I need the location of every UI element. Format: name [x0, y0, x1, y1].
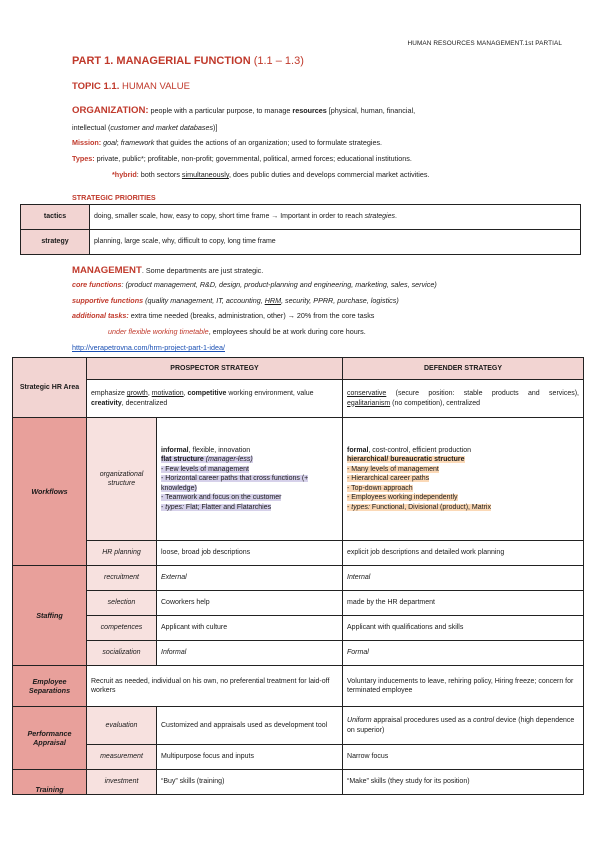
prospector-hr-planning: loose, broad job descriptions [157, 541, 343, 566]
table-row [13, 745, 584, 770]
defender-structure: formal, cost-control, efficient production hierarchical/ bureaucratic structure - Many levels of management - Hierarchical career paths - Top-down approach - Employees working independently - types: Functional, Divisional (product), Matrix [343, 418, 584, 541]
row-value: doing, smaller scale, how, easy to copy, short time frame → Important in order to reach strategies. [90, 205, 581, 230]
prospector-selection: Coworkers help [157, 591, 343, 616]
table-row [13, 707, 584, 745]
strategic-priorities-table [20, 204, 581, 255]
defender-socialization: Formal [343, 641, 584, 666]
sub-recruitment: recruitment [87, 566, 157, 591]
management-line: MANAGEMENT. Some departments are just strategic. [72, 265, 264, 276]
defender-measurement: Narrow focus [343, 745, 584, 770]
flexible-timetable-line: under flexible working timetable, employees should be at work during core hours. [108, 327, 366, 336]
sub-organizational-structure: organizational structure [87, 418, 157, 541]
supportive-functions-line: supportive functions (quality management, IT, accounting, HRM, security, PPRR, purchase, logistics) [72, 296, 399, 305]
defender-investment: “Make” skills (they study for its position) [343, 770, 584, 795]
area-performance-appraisal: Performance Appraisal [13, 707, 87, 770]
table-row [13, 541, 584, 566]
row-key: tactics [21, 205, 90, 230]
prospector-general: emphasize growth, motivation, competitive working environment, value creativity, decentralized [87, 380, 343, 418]
row-key: strategy [21, 230, 90, 255]
additional-tasks-line: additional tasks: extra time needed (breaks, administration, other) → 20% from the core tasks [72, 311, 375, 320]
table-row [21, 230, 581, 255]
row-value: planning, large scale, why, difficult to copy, long time frame [90, 230, 581, 255]
strategic-priorities-title: STRATEGIC PRIORITIES [72, 193, 156, 202]
sub-socialization: socialization [87, 641, 157, 666]
organization-line-2: intellectual (customer and market databases)] [72, 123, 218, 132]
header-prospector: PROSPECTOR STRATEGY [87, 358, 343, 380]
prospector-recruitment: External [157, 566, 343, 591]
defender-evaluation: Uniform appraisal procedures used as a control device (high dependence on superior) [343, 707, 584, 745]
sub-competences: competences [87, 616, 157, 641]
prospector-evaluation: Customized and appraisals used as development tool [157, 707, 343, 745]
sub-selection: selection [87, 591, 157, 616]
header-area: Strategic HR Area [13, 358, 87, 418]
defender-competences: Applicant with qualifications and skills [343, 616, 584, 641]
prospector-separations: Recruit as needed, individual on his own, no preferential treatment for laid-off workers [87, 666, 343, 707]
sub-hr-planning: HR planning [87, 541, 157, 566]
table-row [13, 418, 584, 541]
types-line: Types: private, public*; profitable, non-profit; governmental, political, armed forces; educational institutions. [72, 154, 412, 163]
running-header: HUMAN RESOURCES MANAGEMENT.1st PARTIAL [407, 40, 562, 47]
sub-measurement: measurement [87, 745, 157, 770]
header-defender: DEFENDER STRATEGY [343, 358, 584, 380]
defender-separations: Voluntary inducements to leave, rehiring policy, Hiring freeze; concern for terminated employee [343, 666, 584, 707]
organization-line-1: ORGANIZATION: people with a particular purpose, to manage resources [physical, human, financial, [72, 105, 416, 116]
table-row [13, 566, 584, 591]
hr-strategy-table [12, 357, 584, 795]
topic-title: TOPIC 1.1. HUMAN VALUE [72, 81, 190, 92]
table-row [13, 666, 584, 707]
prospector-structure: informal, flexible, innovation flat structure (manager-less) - Few levels of management - Horizontal career paths that cross functions (+ knowledge) - Teamwork and focus on the customer - types: Flat; Flatter and Flatarchies [157, 418, 343, 541]
defender-recruitment: Internal [343, 566, 584, 591]
part-title: PART 1. MANAGERIAL FUNCTION (1.1 – 1.3) [72, 55, 304, 67]
prospector-investment: “Buy” skills (training) [157, 770, 343, 795]
reference-link-line [72, 343, 225, 353]
sub-investment: investment [87, 770, 157, 795]
table-row [13, 770, 584, 795]
hybrid-line: *hybrid: both sectors simultaneously, does public duties and develops commercial market activities. [112, 170, 430, 179]
table-header-row [13, 358, 584, 380]
table-row [13, 591, 584, 616]
area-workflows: Workflows [13, 418, 87, 566]
defender-general: conservative (secure position: stable products and services), egalitarianism (no competition), centralized [343, 380, 584, 418]
table-row [13, 380, 584, 418]
area-training: Training [13, 770, 87, 795]
defender-hr-planning: explicit job descriptions and detailed work planning [343, 541, 584, 566]
mission-line: Mission: goal; framework that guides the actions of an organization; used to formulate strategies. [72, 138, 383, 147]
reference-link[interactable]: http://verapetrovna.com/hrm-project-part-1-idea/ [72, 343, 225, 352]
defender-selection: made by the HR department [343, 591, 584, 616]
table-row [21, 205, 581, 230]
area-staffing: Staffing [13, 566, 87, 666]
table-row [13, 641, 584, 666]
prospector-socialization: Informal [157, 641, 343, 666]
core-functions-line: core functions: (product management, R&D, design, product-planning and engineering, marketing, sales, service) [72, 280, 437, 289]
sub-evaluation: evaluation [87, 707, 157, 745]
area-employee-separations: Employee Separations [13, 666, 87, 707]
table-row [13, 616, 584, 641]
prospector-competences: Applicant with culture [157, 616, 343, 641]
prospector-measurement: Multipurpose focus and inputs [157, 745, 343, 770]
